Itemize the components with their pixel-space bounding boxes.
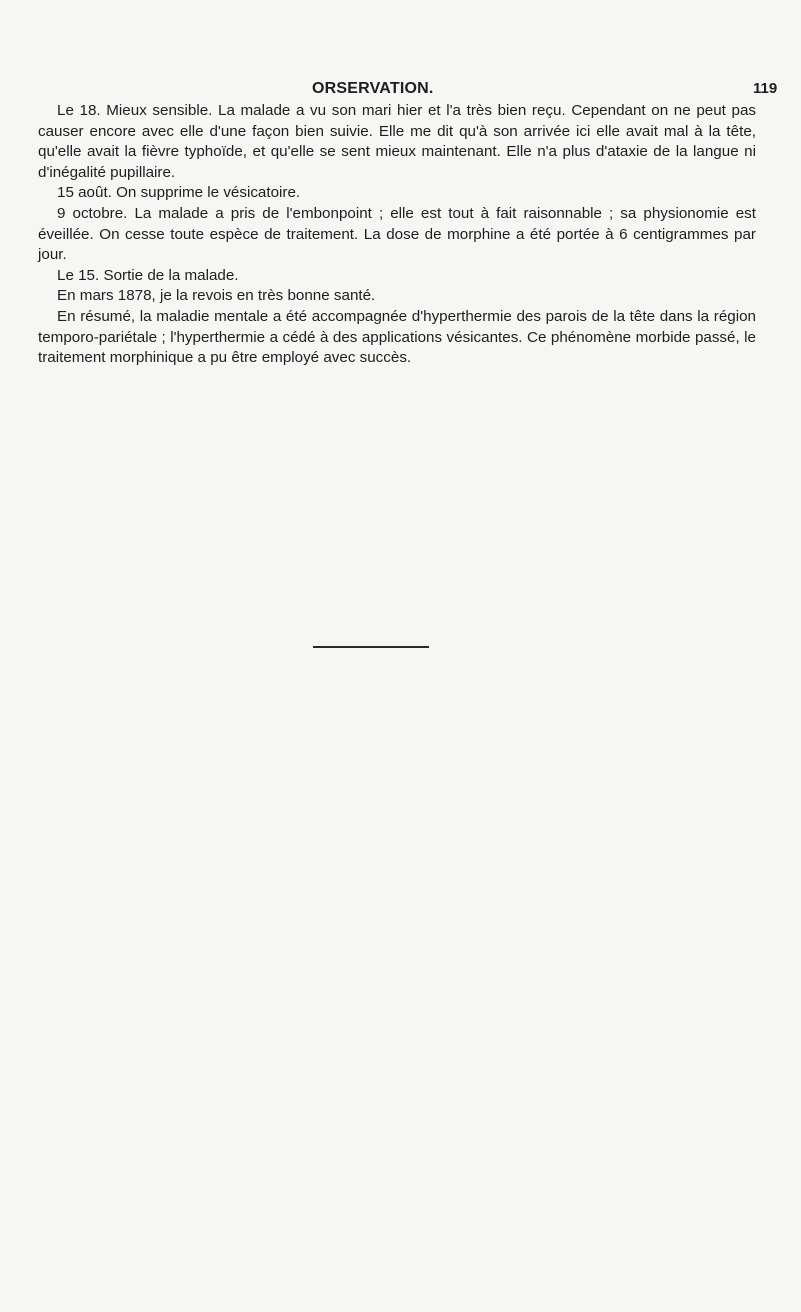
paragraph: En résumé, la maladie mentale a été accompagnée d'hyperthermie des parois de la tête dans la région temporo-pariétale ; l'hyperthermie a cédé à des applications vésicantes. Ce phénomène morbide passé, le traitement morphinique a pu être employé avec succès. <box>38 307 756 367</box>
paragraph: Le 18. Mieux sensible. La malade a vu son mari hier et l'a très bien reçu. Cependant on ne peut pas causer encore avec elle d'une façon bien suivie. Elle me dit qu'à son arrivée ici elle avait mal à la tête, qu'elle avait la fièvre typhoïde, et qu'elle se sent mieux maintenant. Elle n'a plus d'ataxie de la langue ni d'inégalité pupillaire. <box>38 102 756 181</box>
running-head <box>0 80 801 102</box>
paragraph: Le 15. Sortie de la malade. <box>57 266 239 284</box>
body-text <box>38 101 756 369</box>
section-divider <box>313 646 429 648</box>
running-title: ORSERVATION. <box>312 80 434 97</box>
paragraph: 9 octobre. La malade a pris de l'embonpoint ; elle est tout à fait raisonnable ; sa physionomie est éveillée. On cesse toute espèce de traitement. La dose de morphine a été portée à 6 centigrammes par jour. <box>38 204 756 264</box>
page-number: 119 <box>753 80 778 97</box>
paragraph: 15 août. On supprime le vésicatoire. <box>57 184 301 202</box>
paragraph: En mars 1878, je la revois en très bonne santé. <box>57 287 376 305</box>
